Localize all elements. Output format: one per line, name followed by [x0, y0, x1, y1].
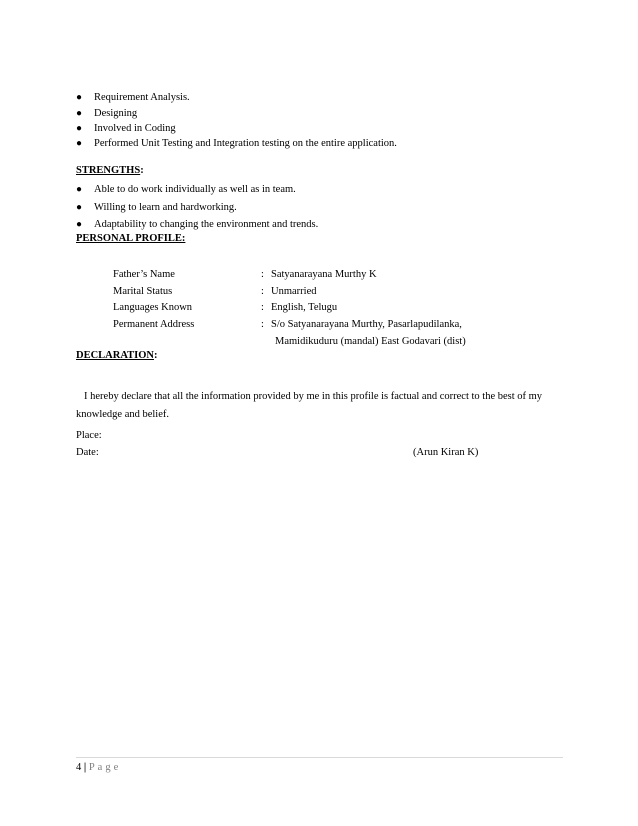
profile-row-marital: [113, 285, 316, 299]
duty-item: [76, 107, 137, 121]
strength-text: Able to do work individually as well as in team.: [94, 184, 296, 195]
page-number: 4: [76, 762, 82, 773]
bullet-icon: ●: [76, 202, 83, 213]
footer-pipe: |: [83, 762, 87, 773]
strength-item: [76, 183, 296, 197]
profile-separator: :: [261, 319, 264, 330]
declaration-heading-colon: :: [153, 350, 158, 361]
duty-text: Performed Unit Testing and Integration testing on the entire application.: [94, 138, 397, 149]
profile-value: English, Telugu: [271, 302, 338, 313]
strengths-heading: [76, 165, 144, 176]
strengths-heading-colon: :: [140, 165, 144, 176]
profile-value: Unmarried: [271, 286, 317, 297]
profile-row-address: [113, 318, 462, 332]
place-label: Place:: [76, 430, 102, 441]
page-footer: [76, 762, 121, 773]
profile-label: Marital Status: [113, 286, 173, 297]
profile-separator: :: [261, 286, 264, 297]
address-continuation: Mamidikuduru (mandal) East Godavari (dist): [275, 336, 466, 347]
declaration-text: I hereby declare that all the information provided by me in this profile is factual and correct to the best of my knowledge and belief.: [76, 391, 543, 420]
duty-text: Designing: [94, 108, 138, 119]
bullet-icon: ●: [76, 123, 83, 134]
profile-row-languages: [113, 301, 337, 315]
page-word: Page: [88, 762, 122, 773]
declaration-heading: [76, 350, 157, 361]
duty-text: Involved in Coding: [94, 123, 176, 134]
duty-item: [76, 91, 190, 105]
strength-text: Adaptability to changing the environment and trends.: [94, 219, 319, 230]
profile-value: S/o Satyanarayana Murthy, Pasarlapudilanka,: [271, 319, 462, 330]
profile-label: Permanent Address: [113, 319, 195, 330]
footer-divider: [76, 757, 563, 758]
strength-text: Willing to learn and hardworking.: [94, 202, 237, 213]
duty-item: [76, 122, 176, 136]
bullet-icon: ●: [76, 92, 83, 103]
personal-profile-heading: PERSONAL PROFILE:: [76, 233, 186, 244]
profile-separator: :: [261, 269, 264, 280]
profile-separator: :: [261, 302, 264, 313]
duty-item: [76, 137, 397, 151]
declaration-heading-text: DECLARATION: [76, 350, 154, 361]
bullet-icon: ●: [76, 108, 83, 119]
profile-label: Father’s Name: [113, 269, 175, 280]
strength-item: [76, 218, 318, 232]
bullet-icon: ●: [76, 184, 83, 195]
duty-text: Requirement Analysis.: [94, 92, 190, 103]
profile-row-father: [113, 268, 377, 282]
bullet-icon: ●: [76, 138, 83, 149]
date-label: Date:: [76, 447, 99, 458]
strengths-heading-text: STRENGTHS: [76, 165, 141, 176]
strength-item: [76, 201, 237, 215]
profile-label: Languages Known: [113, 302, 193, 313]
bullet-icon: ●: [76, 219, 83, 230]
profile-value: Satyanarayana Murthy K: [271, 269, 377, 280]
signature-name: (Arun Kiran K): [413, 447, 479, 458]
